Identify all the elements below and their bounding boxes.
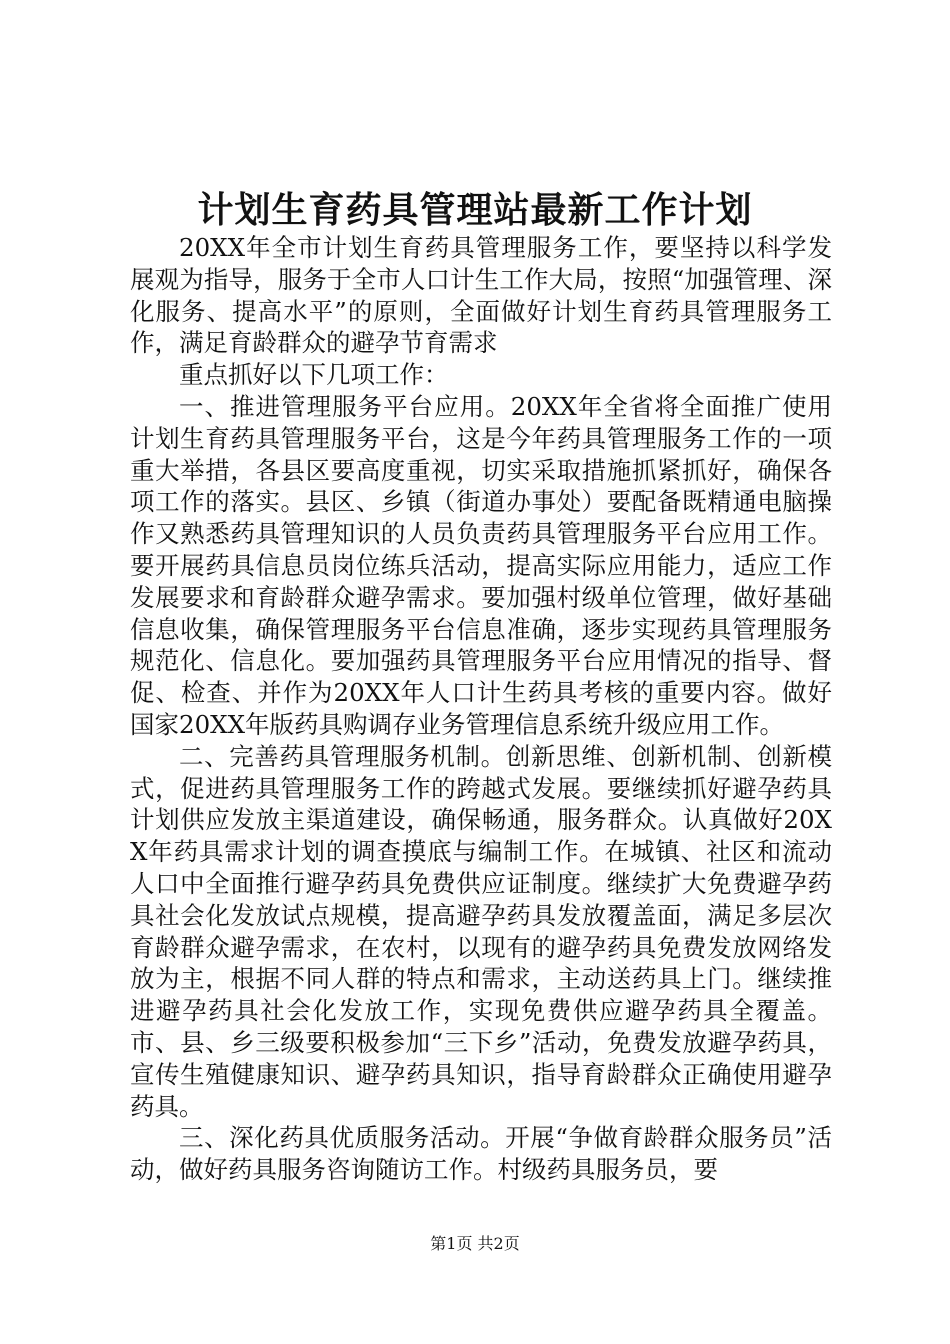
document-title: 计划生育药具管理站最新工作计划 [197,189,753,231]
paragraph-section-1: 一、推进管理服务平台应用。20XX年全省将全面推广使用计划生育药具管理服务平台，这是今年药具管理服务工作的一项重大举措，各县区要高度重视，切实采取措施抓紧抓好，确保各项工作的落实。县区、乡镇（街道办事处）要配备既精通电脑操作又熟悉药具管理知识的人员负责药具管理服务平台应用工作。要开展药具信息员岗位练兵活动，提高实际应用能力，适应工作发展要求和育龄群众避孕需求。要加强村级单位管理，做好基础信息收集，确保管理服务平台信息准确，逐步实现药具管理服务规范化、信息化。要加强药具管理服务平台应用情况的指导、督促、检查、并作为20XX年人口计生药具考核的重要内容。做好国家20XX年版药具购调存业务管理信息系统升级应用工作。 [130,391,832,739]
paragraph-intro: 20XX年全市计划生育药具管理服务工作，要坚持以科学发展观为指导，服务于全市人口计生工作大局，按照“加强管理、深化服务、提高水平”的原则，全面做好计划生育药具管理服务工作，满足育龄群众的避孕节育需求 [130,233,832,358]
paragraph-section-3: 三、深化药具优质服务活动。开展“争做育龄群众服务员”活动，做好药具服务咨询随访工作。村级药具服务员，要 [130,1123,832,1185]
document-body [130,232,832,1186]
paragraph-section-2: 二、完善药具管理服务机制。创新思维、创新机制、创新模式，促进药具管理服务工作的跨越式发展。要继续抓好避孕药具计划供应发放主渠道建设，确保畅通，服务群众。认真做好20XX年药具需求计划的调查摸底与编制工作。在城镇、社区和流动人口中全面推行避孕药具免费供应证制度。继续扩大免费避孕药具社会化发放试点规模，提高避孕药具发放覆盖面，满足多层次育龄群众避孕需求，在农村，以现有的避孕药具免费发放网络发放为主，根据不同人群的特点和需求，主动送药具上门。继续推进避孕药具社会化发放工作，实现免费供应避孕药具全覆盖。市、县、乡三级要积极参加“三下乡”活动，免费发放避孕药具，宣传生殖健康知识、避孕药具知识，指导育龄群众正确使用避孕药具。 [130,741,832,1121]
paragraph-key-tasks: 重点抓好以下几项工作： [179,360,449,390]
page-footer: 第1页 共2页 [430,1234,520,1253]
